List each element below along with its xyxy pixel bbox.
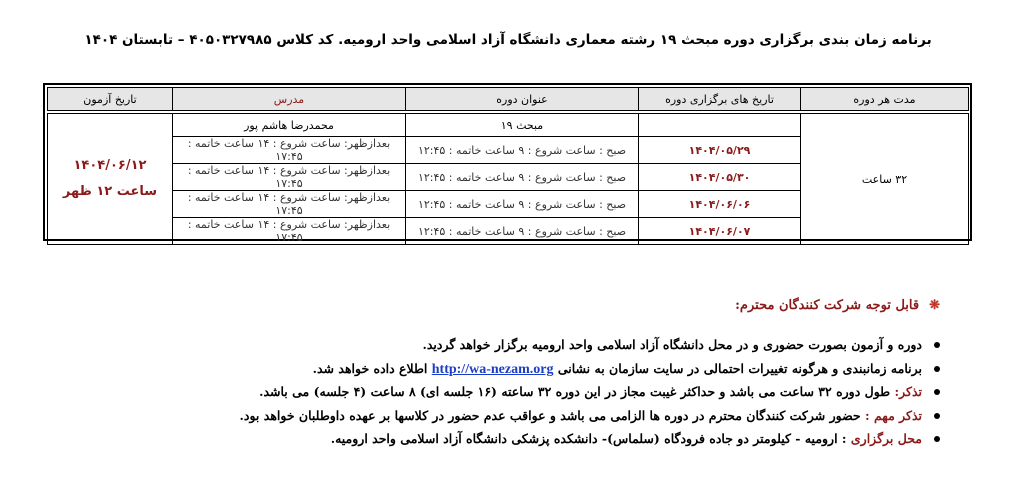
session-afternoon: بعدازظهر: ساعت شروع : ۱۴ ساعت خاتمه : ۱۷:۴۵ (173, 191, 406, 218)
list-item: تذکر مهم : حضور شرکت کنندگان محترم در دوره ها الزامی می باشد و عواقب عدم حضور در کلاسها بر عهده داوطلبان خواهد بود. (180, 404, 922, 428)
duration-value: ۳۲ ساعت (801, 114, 969, 245)
header-teacher: مدرس (173, 88, 406, 111)
table-row (48, 114, 969, 137)
exam-cell (48, 114, 173, 245)
exam-time: ساعت ۱۲ ظهر (62, 184, 158, 199)
notes-section (180, 298, 940, 451)
asterisk-icon: ❋ (929, 298, 940, 313)
exam-date: ۱۴۰۴/۰۶/۱۲ (73, 158, 147, 173)
dates-blank-cell (639, 114, 801, 137)
session-date: ۱۴۰۴/۰۶/۰۷ (639, 218, 801, 245)
notes-list (180, 333, 940, 451)
course-title: مبحث ۱۹ (406, 114, 639, 137)
session-morning: صبح : ساعت شروع : ۹ ساعت خاتمه : ۱۲:۴۵ (406, 191, 639, 218)
header-duration: مدت هر دوره (801, 88, 969, 111)
session-morning: صبح : ساعت شروع : ۹ ساعت خاتمه : ۱۲:۴۵ (406, 164, 639, 191)
header-course: عنوان دوره (406, 88, 639, 111)
session-morning: صبح : ساعت شروع : ۹ ساعت خاتمه : ۱۲:۴۵ (406, 218, 639, 245)
session-date: ۱۴۰۴/۰۵/۳۰ (639, 164, 801, 191)
schedule-table (47, 87, 969, 245)
session-date: ۱۴۰۴/۰۶/۰۶ (639, 191, 801, 218)
website-link[interactable]: http://wa-nezam.org (431, 361, 554, 377)
note-label: محل برگزاری (850, 431, 922, 446)
list-item: محل برگزاری : ارومیه - کیلومتر دو جاده فرودگاه (سلماس)- دانشکده پزشکی دانشگاه آزاد اسلامی واحد ارومیه. (180, 427, 922, 451)
table-header-row (48, 88, 969, 111)
notes-heading (180, 298, 940, 313)
teacher-name: محمدرضا هاشم پور (173, 114, 406, 137)
list-item: تذکر: طول دوره ۳۲ ساعت می باشد و حداکثر غیبت مجاز در این دوره ۳۲ ساعته (۱۶ جلسه ای) ۸ ساعت (۴ جلسه) می باشد. (180, 380, 922, 404)
notes-heading-text: قابل توجه شرکت کنندگان محترم: (735, 298, 920, 313)
header-exam: تاریخ آزمون (48, 88, 173, 111)
session-afternoon: بعدازظهر: ساعت شروع : ۱۴ ساعت خاتمه : ۱۷:۴۵ (173, 218, 406, 245)
list-item: دوره و آزمون بصورت حضوری و در محل دانشگاه آزاد اسلامی واحد ارومیه برگزار خواهد گردید. (180, 333, 922, 357)
session-date: ۱۴۰۴/۰۵/۲۹ (639, 137, 801, 164)
session-afternoon: بعدازظهر: ساعت شروع : ۱۴ ساعت خاتمه : ۱۷:۴۵ (173, 164, 406, 191)
list-item: برنامه زمانبندی و هرگونه تغییرات احتمالی در سایت سازمان به نشانی http://wa-nezam.org اطلاع داده خواهد شد. (180, 357, 922, 381)
note-label: تذکر: (894, 384, 922, 399)
note-label: تذکر مهم : (865, 407, 922, 423)
header-dates: تاریخ های برگزاری دوره (639, 88, 801, 111)
session-afternoon: بعدازظهر: ساعت شروع : ۱۴ ساعت خاتمه : ۱۷:۴۵ (173, 137, 406, 164)
page-title: برنامه زمان بندی برگزاری دوره مبحث ۱۹ رشته معماری دانشگاه آزاد اسلامی واحد ارومیه. کد کلاس ۴۰۵۰۳۲۷۹۸۵ – تابستان ۱۴۰۴ (84, 32, 932, 48)
session-morning: صبح : ساعت شروع : ۹ ساعت خاتمه : ۱۲:۴۵ (406, 137, 639, 164)
schedule-table-frame (43, 83, 972, 244)
